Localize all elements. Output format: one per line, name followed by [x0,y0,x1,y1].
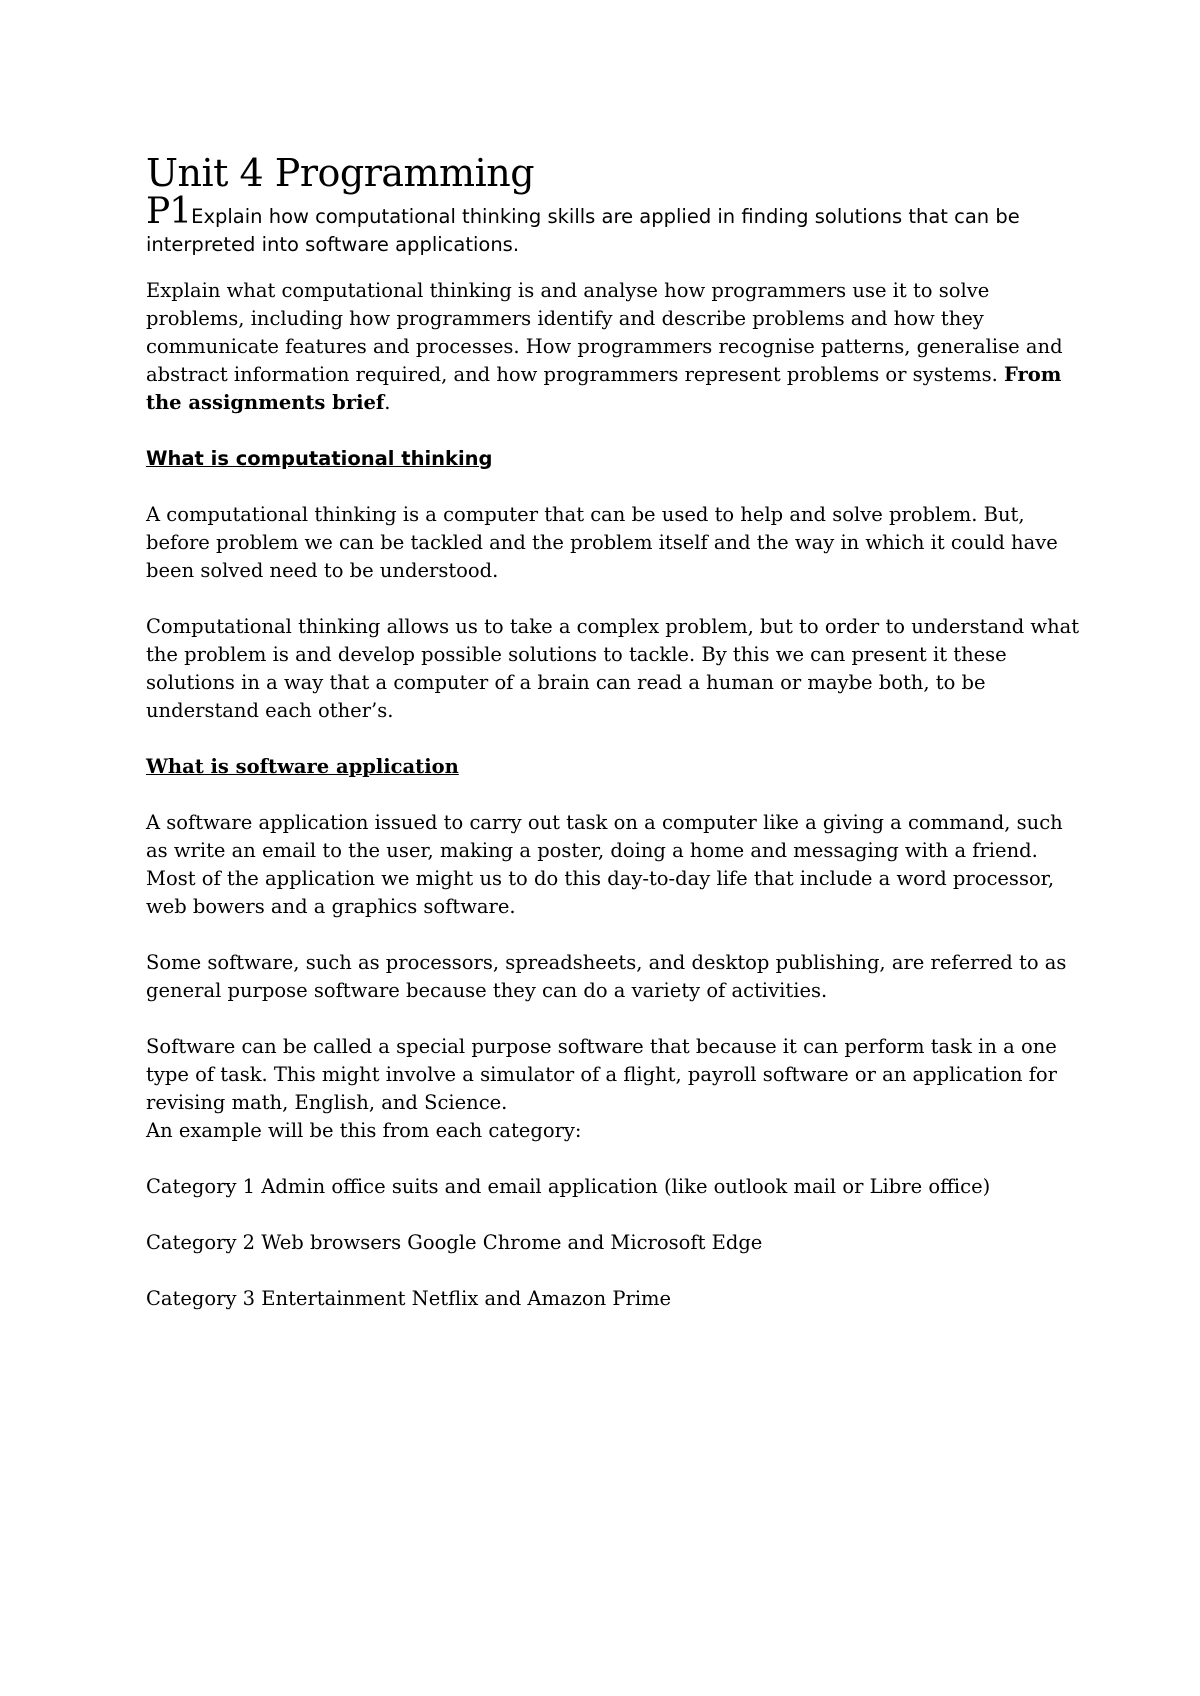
sa-paragraph-2: Some software, such as processors, spreadsheets, and desktop publishing, are referred to as general purpose software because they can do a variety of activities. [146,951,1067,1002]
heading-computational-thinking: What is computational thinking [146,447,493,470]
task-p1 [146,191,1086,259]
brief-text: Explain what computational thinking is and analyse how programmers use it to solve problems, including how programmers identify and describe problems and how they communicate features and processes. How programmers recognise patterns, generalise and abstract information required, and how programmers represent problems or systems. [146,279,1063,386]
sa-paragraph-1: A software application issued to carry out task on a computer like a giving a command, such as write an email to the user, making a poster, doing a home and messaging with a friend. Most of the application we might us to do this day-to-day life that include a word processor, web bowers and a graphics software. [146,811,1063,918]
ct-paragraph-2: Computational thinking allows us to take a complex problem, but to order to understand what the problem is and develop possible solutions to tackle. By this we can present it these solutions in a way that a computer of a brain can read a human or maybe both, to be understand each other’s. [146,615,1080,722]
brief-paragraph [146,277,1086,417]
category-1: Category 1 Admin office suits and email application (like outlook mail or Libre office) [146,1175,991,1198]
document-page [146,150,1086,1341]
heading-software-application: What is software application [146,755,459,778]
sa-paragraph-3: Software can be called a special purpose software that because it can perform task in a one type of task. This might involve a simulator of a flight, payroll software or an application for revising math, English, and Science. [146,1035,1057,1114]
ct-paragraph-1: A computational thinking is a computer that can be used to help and solve problem. But, before problem we can be tackled and the problem itself and the way in which it could have been solved need to be understood. [146,503,1058,582]
category-3: Category 3 Entertainment Netflix and Amazon Prime [146,1287,672,1310]
brief-bold: From the assignments brief [146,363,1062,414]
task-p1-label: P1 [146,191,192,232]
task-p1-text: Explain how computational thinking skills are applied in finding solutions that can be interpreted into software applications. [146,205,1020,256]
category-2: Category 2 Web browsers Google Chrome and Microsoft Edge [146,1231,763,1254]
brief-end: . [384,391,391,414]
page-title: Unit 4 Programming [146,151,535,195]
sa-paragraph-4: An example will be this from each category: [146,1119,582,1142]
